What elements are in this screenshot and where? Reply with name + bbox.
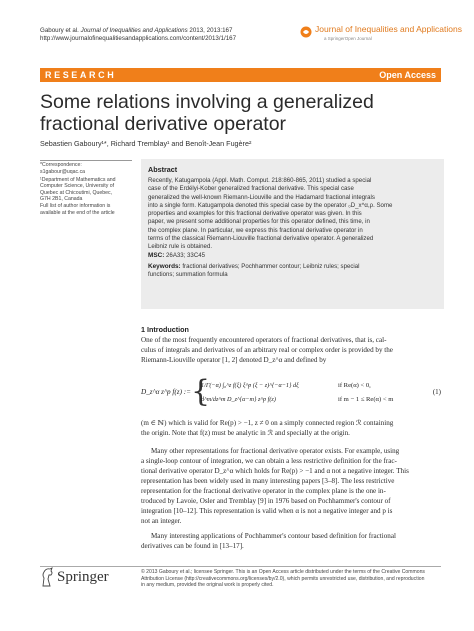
license-line: Attribution License (http://creativecommons.org/licenses/by/2.0), which permits unrestricted use, distribution, and reproduction — [141, 575, 425, 582]
open-access-label: Open Access — [379, 69, 436, 80]
correspondence-sidebar — [40, 160, 132, 216]
paragraph-line: integration [10–12]. This representation is valid when α is not a negative integer and p is — [141, 507, 393, 515]
correspondence-email[interactable]: s1gabour@uqac.ca — [40, 168, 86, 175]
intro-paragraph-4 — [141, 531, 439, 551]
abstract-line: terms of the classical Riemann-Liouville fractional derivative operator. A generalized — [148, 235, 374, 243]
intro-paragraph-3 — [141, 446, 439, 526]
sidebar-line: Computer Science, University of — [40, 183, 115, 190]
keywords-line-1: fractional derivatives; Pochhammer contour; Leibniz rules; special — [180, 262, 360, 270]
abstract-line: Recently, Katugampola (Appl. Math. Comput. 218:860-865, 2011) studied a special — [148, 177, 372, 184]
msc-label: MSC: — [148, 251, 165, 259]
paragraph-line: representation has been widely used in many interesting papers [3–8]. The less restrictive — [141, 477, 395, 485]
license-line: in any medium, provided the original work is properly cited. — [141, 582, 274, 589]
abstract-line: case of the Erdélyi-Kober generalized fractional derivative. This special case — [148, 185, 354, 193]
article-type-bar — [40, 68, 441, 82]
paragraph-line: Riemann-Liouville operator [1, 2] denoted D_z^α and defined by — [141, 356, 327, 364]
section-heading: 1 Introduction — [141, 325, 189, 334]
equation-1 — [141, 374, 441, 411]
citation-url[interactable]: http://www.journalofinequalitiesandapplications.com/content/2013/1/167 — [40, 35, 237, 42]
paragraph-line: representation for the fractional derivative operator in the complex plane is the one in- — [141, 487, 386, 495]
journal-logo-name: Journal of Inequalities and Applications — [315, 24, 462, 34]
sidebar-line: ¹Department of Mathematics and — [40, 176, 116, 183]
citation — [40, 27, 236, 43]
paragraph-line: tional derivative operator D_z^α which holds for Re(p) > −1 and α not a negative integer. This — [141, 467, 409, 475]
citation-journal: Journal of Inequalities and Applications — [80, 27, 188, 34]
sidebar-line: G7H 2B1, Canada — [40, 196, 83, 203]
article-title-line-1: Some relations involving a generalized — [40, 91, 374, 113]
journal-logo-icon — [300, 26, 312, 38]
citation-rest: 2013, 2013:167 — [187, 27, 233, 34]
keywords-label: Keywords: — [148, 262, 181, 270]
abstract-line: properties and examples for this fractional derivative operator was given. In this — [148, 210, 362, 218]
journal-logo-sub: a SpringerOpen Journal — [324, 36, 372, 41]
paragraph-line: not an integer. — [141, 517, 182, 525]
paragraph-line: a single-loop contour of integration, we can obtain a less restrictive definition for the frac- — [141, 457, 397, 465]
paragraph-line: Many other representations for fractional derivative operator exists. For example, using — [151, 447, 400, 455]
springer-wordmark: Springer — [57, 569, 109, 585]
abstract-line: the complex plane. In particular, we express this fractional derivative operator in — [148, 226, 363, 234]
citation-authors: Gaboury et al. — [40, 27, 79, 34]
keywords — [148, 263, 440, 280]
sidebar-line: Full list of author information is — [40, 203, 111, 210]
paragraph-line: (m ∈ ℕ) which is valid for Re(p) > −1, z ≠ 0 on a simply connected region ℛ containing — [141, 419, 394, 427]
intro-paragraph-2 — [141, 418, 439, 438]
keywords-line-2: functions; summation formula — [148, 270, 228, 278]
article-type-label: RESEARCH — [45, 69, 117, 80]
msc-value: 26A33; 33C45 — [164, 251, 206, 259]
paragraph-line: culus of integrals and derivatives of an arbitrary real or complex order is provided by the — [141, 346, 393, 354]
abstract-line: into a single form. Katugampola denoted this special case by the operator ₀D_x^α,ρ. Some — [148, 201, 393, 209]
equation-condition-2: if m − 1 ≤ Re(α) < m — [338, 396, 394, 403]
license-text — [141, 569, 441, 589]
sidebar-line: Quebec at Chicoutimi, Quebec, — [40, 189, 113, 196]
paragraph-line: Many interesting applications of Pochhammer's contour based definition for fractional — [151, 532, 396, 540]
paragraph-line: the origin. Note that f(z) must be analytic in ℛ and specially at the origin. — [141, 429, 350, 437]
abstract-line: generalized the well-known Riemann-Liouville and the Hadamard fractional integrals — [148, 193, 375, 201]
paragraph-line: derivatives can be found in [13–17]. — [141, 542, 244, 550]
equation-lhs: D_z^α z^p f(z) := — [141, 388, 192, 396]
equation-condition-1: if Re(α) < 0, — [338, 382, 371, 389]
paragraph-line: troduced by Lavoie, Osler and Tremblay [9] in 1976 based on Pochhammer's contour of — [141, 497, 391, 505]
equation-brace: { — [191, 374, 211, 409]
license-line: © 2013 Gaboury et al.; licensee Springer. This is an Open Access article distributed under the terms of the Creative Commons — [141, 569, 425, 575]
paragraph-line: One of the most frequently encountered operators of fractional derivatives, that is, cal- — [141, 336, 387, 344]
equation-case-1: 1/Γ(−α) ∫₀^z f(ξ) ξ^p (ξ − z)^{−α−1} dξ — [201, 382, 299, 389]
springer-horse-icon — [40, 567, 54, 587]
abstract-line: paper, we present some additional properties for this operator defined, this time, in — [148, 218, 370, 226]
abstract-heading: Abstract — [148, 165, 178, 174]
sidebar-line: *Correspondence: — [40, 162, 82, 168]
equation-number: (1) — [432, 388, 441, 396]
springer-logo — [40, 567, 136, 589]
abstract-box — [141, 159, 444, 309]
abstract-body — [148, 177, 440, 252]
msc-codes — [148, 252, 440, 259]
equation-case-2: d^m/dz^m D_z^{α−m} z^p f(z) — [201, 396, 276, 403]
author-list: Sebastien Gaboury¹*, Richard Tremblay¹ and Benoît-Jean Fugère² — [40, 139, 252, 148]
abstract-line: Leibniz rule is obtained. — [148, 243, 213, 251]
sidebar-line: available at the end of the article — [40, 209, 115, 216]
intro-paragraph-1 — [141, 335, 439, 365]
article-title-line-2: fractional derivative operator — [40, 113, 287, 135]
article-title — [40, 91, 460, 135]
